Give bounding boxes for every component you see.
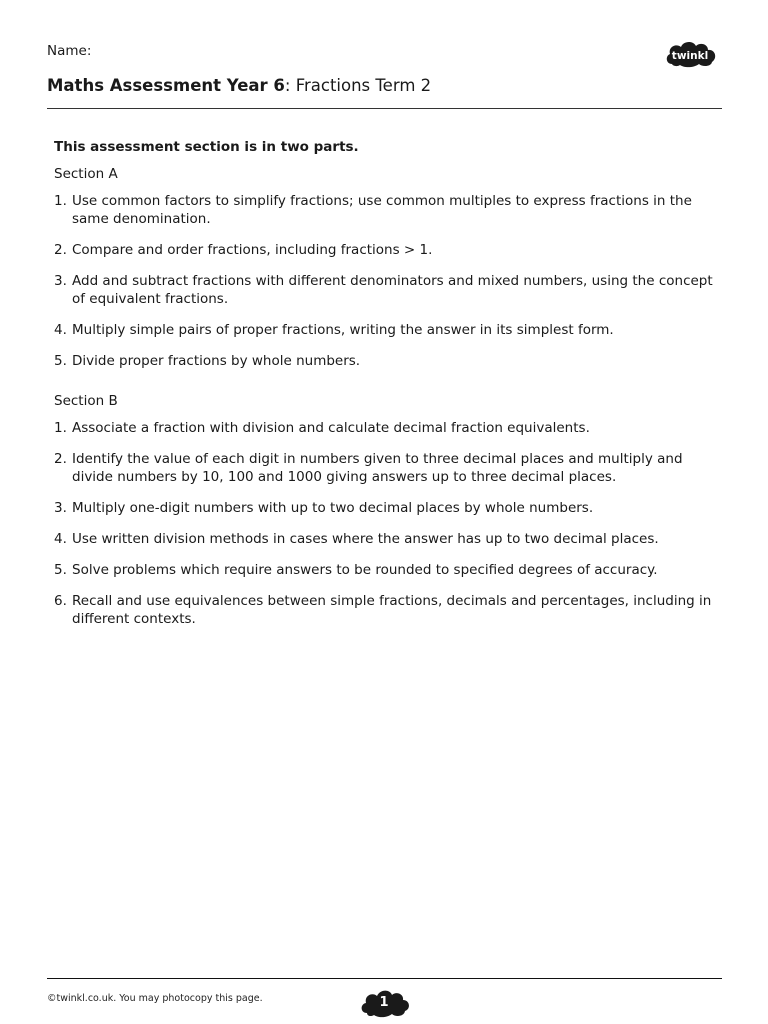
intro-text: This assessment section is in two parts. [54, 139, 359, 155]
item-number: 4. [54, 322, 67, 338]
list-item [54, 192, 714, 228]
section-a-heading: Section A [54, 166, 118, 182]
page-number: 1 [379, 995, 389, 1010]
item-text: Compare and order fractions, including fractions > 1. [72, 242, 433, 258]
section-a [54, 165, 714, 370]
item-number: 6. [54, 593, 67, 609]
page-title [47, 76, 431, 95]
page-title-bold: Maths Assessment Year 6 [47, 76, 285, 95]
list-item [54, 419, 714, 437]
item-number: 5. [54, 562, 67, 578]
list-item [54, 499, 714, 517]
logo-text: twinkl [671, 50, 709, 62]
list-item [54, 272, 714, 308]
item-text: Use written division methods in cases where the answer has up to two decimal places. [72, 531, 659, 547]
list-item [54, 241, 714, 259]
header-divider [47, 108, 722, 109]
item-text: Multiply one-digit numbers with up to two decimal places by whole numbers. [72, 500, 594, 516]
item-number: 4. [54, 531, 67, 547]
section-b-list [54, 419, 714, 628]
item-text: Multiply simple pairs of proper fractions, writing the answer in its simplest form. [72, 322, 614, 338]
item-text: Divide proper fractions by whole numbers. [72, 353, 361, 369]
page-title-rest: : Fractions Term 2 [284, 76, 432, 95]
item-text: Add and subtract fractions with different denominators and mixed numbers, using the concept of equivalent fractions. [72, 273, 713, 307]
footer-divider [47, 978, 722, 979]
twinkl-logo-icon [664, 38, 718, 70]
item-number: 2. [54, 451, 67, 467]
item-number: 1. [54, 193, 67, 209]
item-number: 3. [54, 500, 67, 516]
list-item [54, 561, 714, 579]
copyright-notice: ©twinkl.co.uk. You may photocopy this page. [47, 993, 263, 1004]
list-item [54, 321, 714, 339]
item-number: 2. [54, 242, 67, 258]
item-number: 5. [54, 353, 67, 369]
section-b [54, 392, 714, 628]
item-text: Use common factors to simplify fractions; use common multiples to express fractions in the same denomination. [72, 193, 692, 227]
list-item [54, 352, 714, 370]
section-a-list [54, 192, 714, 370]
item-text: Solve problems which require answers to be rounded to specified degrees of accuracy. [72, 562, 658, 578]
item-text: Identify the value of each digit in numbers given to three decimal places and multiply and divide numbers by 10, 100 and 1000 giving answers up to three decimal places. [72, 451, 683, 485]
item-number: 3. [54, 273, 67, 289]
assessment-content [54, 138, 714, 641]
list-item [54, 592, 714, 628]
list-item [54, 530, 714, 548]
item-text: Associate a fraction with division and calculate decimal fraction equivalents. [72, 420, 590, 436]
item-text: Recall and use equivalences between simple fractions, decimals and percentages, including in different contexts. [72, 593, 712, 627]
section-b-heading: Section B [54, 393, 118, 409]
list-item [54, 450, 714, 486]
item-number: 1. [54, 420, 67, 436]
name-label: Name: [47, 43, 92, 59]
